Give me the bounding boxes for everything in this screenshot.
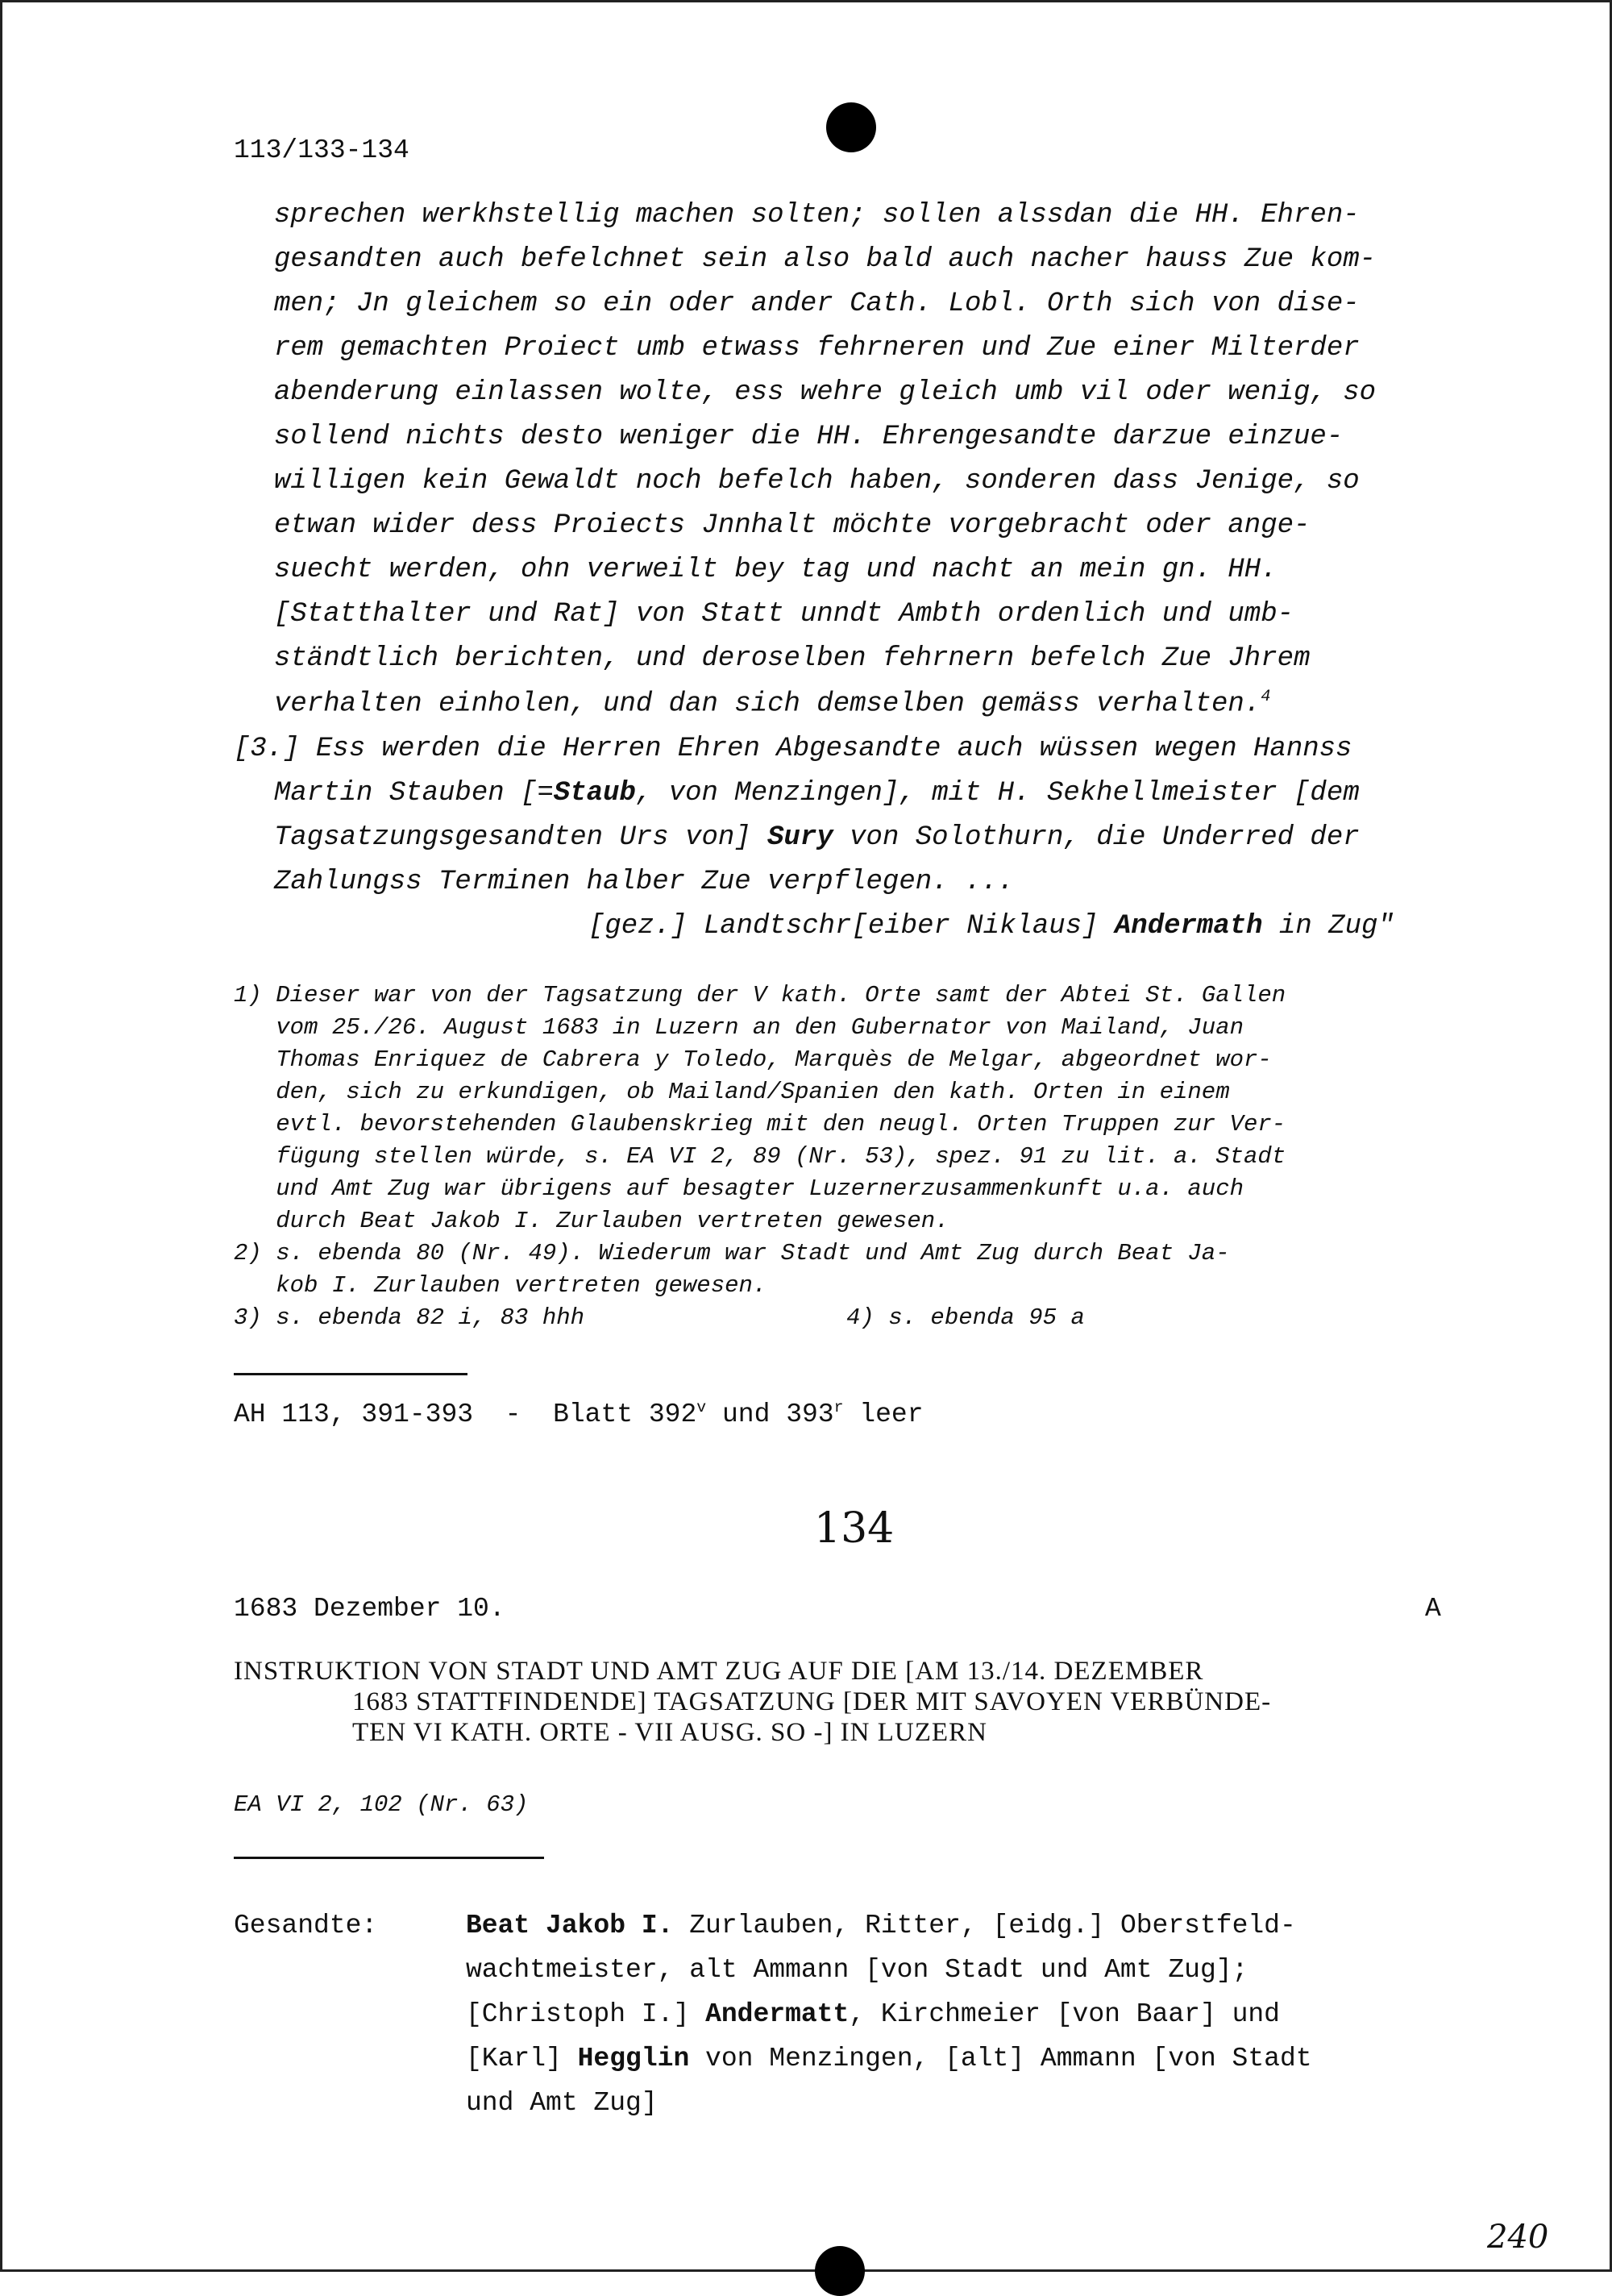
- entry-number: 134: [814, 1504, 895, 1553]
- name-bold: Staub: [553, 778, 636, 809]
- quote-line: etwan wider dess Proiects Jnnhalt möchte vorgebracht oder ange-: [274, 510, 1311, 541]
- quote-line-text: verhalten einholen, und dan sich demselben gemäss verhalten.: [274, 688, 1261, 720]
- text-span: Tagsatzungsgesandten Urs von]: [274, 822, 768, 853]
- signature-line: [588, 911, 1394, 942]
- footnote-line: durch Beat Jakob I. Zurlauben vertreten gewesen.: [234, 1208, 949, 1234]
- handwritten-page-number: 240: [1487, 2219, 1549, 2256]
- text-span: [Christoph I.]: [466, 1999, 706, 2029]
- quote-line: sprechen werkhstellig machen solten; sollen alssdan die HH. Ehren-: [274, 200, 1360, 231]
- envoy-line: [466, 1999, 1280, 2029]
- quote-line: gesandten auch befelchnet sein also bald auch nacher hauss Zue kom-: [274, 244, 1377, 275]
- footnote-line: und Amt Zug war übrigens auf besagter Luzernerzusammenkunft u.a. auch: [234, 1175, 1244, 1202]
- name-bold: Sury: [767, 822, 833, 853]
- name-bold: Beat Jakob I.: [466, 1911, 674, 1940]
- item3-line: [274, 778, 1360, 809]
- item3-line: [274, 822, 1360, 853]
- quote-line: abenderung einlassen wolte, ess wehre gleich umb vil oder wenig, so: [274, 377, 1377, 408]
- envoys-label: Gesandte:: [234, 1911, 378, 1940]
- separator-rule: [234, 1373, 467, 1375]
- footnote-line: 2) s. ebenda 80 (Nr. 49). Wiederum war Stadt und Amt Zug durch Beat Ja-: [234, 1240, 1230, 1267]
- entry-title-line: 1683 STATTFINDENDE] TAGSATZUNG [DER MIT SAVOYEN VERBÜNDE-: [352, 1687, 1272, 1716]
- text-span: AH 113, 391-393 - Blatt 392: [234, 1400, 697, 1429]
- quote-line: sollend nichts desto weniger die HH. Ehrengesandte darzue einzue-: [274, 422, 1344, 452]
- text-span: von Solothurn, die Underred der: [833, 822, 1360, 853]
- text-span: Martin Stauben [=: [274, 778, 554, 809]
- name-bold: Andermatt: [705, 1999, 850, 2029]
- entry-title-line: INSTRUKTION VON STADT UND AMT ZUG AUF DIE [AM 13./14. DEZEMBER: [234, 1657, 1204, 1686]
- quote-line: [Statthalter und Rat] von Statt unndt Ambth ordenlich und umb-: [274, 599, 1294, 630]
- text-span: Zurlauben, Ritter, [eidg.] Oberstfeld-: [673, 1911, 1296, 1940]
- punch-hole-top: [826, 102, 876, 152]
- quote-line: willigen kein Gewaldt noch befelch haben, sonderen dass Jenige, so: [274, 466, 1360, 497]
- quote-line: men; Jn gleichem so ein oder ander Cath. Lobl. Orth sich von dise-: [274, 289, 1360, 319]
- text-span: von Menzingen, [alt] Ammann [von Stadt: [689, 2044, 1312, 2073]
- footnote-4: 4) s. ebenda 95 a: [846, 1304, 1085, 1331]
- text-span: [gez.] Landtschr[eiber Niklaus]: [588, 911, 1115, 942]
- quote-line: rem gemachten Proiect umb etwass fehrneren und Zue einer Milterder: [274, 333, 1360, 364]
- source-reference: EA VI 2, 102 (Nr. 63): [234, 1791, 529, 1818]
- separator-rule: [234, 1857, 544, 1859]
- quote-line-last: [274, 688, 1270, 719]
- footnote-marker: 4: [1261, 688, 1271, 706]
- envoy-line: wachtmeister, alt Ammann [von Stadt und Amt Zug];: [466, 1955, 1248, 1985]
- text-span: , von Menzingen], mit H. Sekhellmeister [dem: [635, 778, 1360, 809]
- entry-date: 1683 Dezember 10.: [234, 1594, 505, 1624]
- footnote-line: vom 25./26. August 1683 in Luzern an den Gubernator von Mailand, Juan: [234, 1014, 1244, 1041]
- footnote-line: den, sich zu erkundigen, ob Mailand/Spanien den kath. Orten in einem: [234, 1079, 1230, 1105]
- quote-line: suecht werden, ohn verweilt bey tag und nacht an mein gn. HH.: [274, 555, 1278, 585]
- footnote-line: evtl. bevorstehenden Glaubenskrieg mit den neugl. Orten Truppen zur Ver-: [234, 1111, 1286, 1138]
- entry-title-line: TEN VI KATH. ORTE - VII AUSG. SO -] IN LUZERN: [352, 1718, 987, 1747]
- verso-marker: v: [696, 1399, 707, 1416]
- footnote-line: 1) Dieser war von der Tagsatzung der V kath. Orte samt der Abtei St. Gallen: [234, 982, 1286, 1009]
- name-bold: Andermath: [1114, 911, 1263, 942]
- text-span: , Kirchmeier [von Baar] und: [849, 1999, 1280, 2029]
- footnote-line: fügung stellen würde, s. EA VI 2, 89 (Nr. 53), spez. 91 zu lit. a. Stadt: [234, 1143, 1286, 1170]
- punch-hole-bottom: [815, 2246, 865, 2296]
- recto-marker: r: [833, 1399, 844, 1416]
- envoy-line: [466, 2044, 1312, 2073]
- envoy-line: [466, 1911, 1296, 1940]
- footnote-3: 3) s. ebenda 82 i, 83 hhh: [234, 1304, 585, 1331]
- footnote-line: kob I. Zurlauben vertreten gewesen.: [234, 1272, 767, 1299]
- entry-letter: A: [1425, 1594, 1441, 1624]
- envoy-line: und Amt Zug]: [466, 2088, 658, 2118]
- item3-line: [3.] Ess werden die Herren Ehren Abgesandte auch wüssen wegen Hannss: [234, 734, 1352, 764]
- name-bold: Hegglin: [577, 2044, 690, 2073]
- text-span: [Karl]: [466, 2044, 578, 2073]
- item3-line: Zahlungss Terminen halber Zue verpflegen. ...: [274, 867, 1015, 897]
- page-reference: 113/133-134: [234, 135, 409, 165]
- footnote-line: Thomas Enriquez de Cabrera y Toledo, Marquès de Melgar, abgeordnet wor-: [234, 1046, 1272, 1073]
- text-span: leer: [843, 1400, 924, 1429]
- text-span: in Zug": [1262, 911, 1394, 942]
- text-span: und 393: [706, 1400, 834, 1429]
- quote-line: ständtlich berichten, und deroselben fehrnern befelch Zue Jhrem: [274, 643, 1311, 674]
- archive-reference: [234, 1399, 924, 1429]
